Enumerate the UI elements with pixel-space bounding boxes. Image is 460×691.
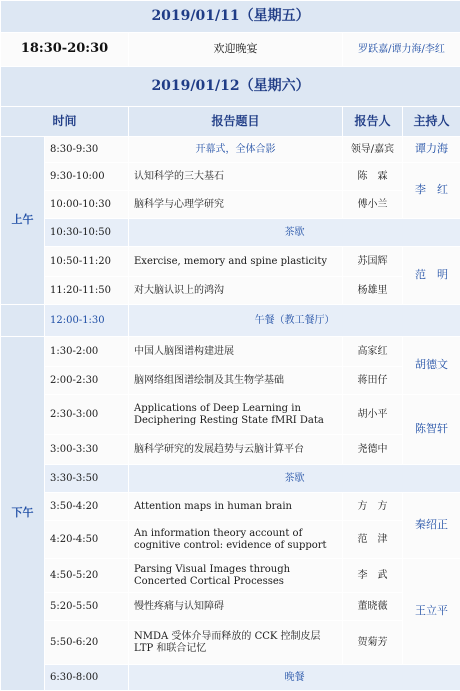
morning-break: 茶歇: [129, 219, 460, 247]
afternoon-label: 下午: [1, 337, 45, 691]
afternoon-time-4: 3:30-3:50: [45, 465, 129, 493]
afternoon-time-0: 1:30-2:00: [45, 337, 129, 367]
afternoon-time-10: 6:30-8:00: [45, 665, 129, 691]
afternoon-speaker-5: 方 方: [343, 493, 403, 521]
afternoon-time-1: 2:00-2:30: [45, 367, 129, 395]
morning-time-1: 9:30-10:00: [45, 163, 129, 191]
afternoon-topic-6: An information theory account of cognitive control: evidence of support: [129, 521, 343, 559]
afternoon-topic-7: Parsing Visual Images through Concerted Cortical Processes: [129, 559, 343, 593]
header-topic: 报告题目: [129, 107, 343, 137]
morning-topic-1: 认知科学的三大基石: [129, 163, 343, 191]
header-speaker: 报告人: [343, 107, 403, 137]
morning-host-3: 范 明: [403, 247, 460, 305]
afternoon-speaker-7: 李 武: [343, 559, 403, 593]
afternoon-speaker-1: 蒋田仔: [343, 367, 403, 395]
afternoon-topic-0: 中国人脑图谱构建进展: [129, 337, 343, 367]
afternoon-topic-3: 脑科学研究的发展趋势与云脑计算平台: [129, 435, 343, 465]
day1-date-title: 2019/01/11（星期五）: [1, 1, 460, 33]
welcome-hosts: 罗跃嘉/谭力海/李红: [343, 33, 460, 67]
afternoon-host-3: 秦绍正: [403, 493, 460, 559]
afternoon-topic-2: Applications of Deep Learning in Deciphering Resting State fMRI Data: [129, 395, 343, 435]
afternoon-break: 茶歇: [129, 465, 460, 493]
day2-date-title: 2019/01/12（星期六）: [1, 67, 460, 107]
morning-speaker-1: 陈 霖: [343, 163, 403, 191]
afternoon-speaker-8: 董晓薇: [343, 593, 403, 621]
afternoon-host-1: 胡德文: [403, 337, 460, 395]
afternoon-host-2: 陈智轩: [403, 395, 460, 465]
morning-speaker-0: 领导/嘉宾: [343, 137, 403, 163]
morning-speaker-4: 苏国辉: [343, 247, 403, 277]
lunch-topic: 午餐（教工餐厅）: [129, 305, 460, 337]
dinner-topic: 晚餐: [129, 665, 460, 691]
morning-label: 上午: [1, 137, 45, 305]
morning-speaker-2: 傅小兰: [343, 191, 403, 219]
afternoon-speaker-0: 高家红: [343, 337, 403, 367]
afternoon-topic-5: Attention maps in human brain: [129, 493, 343, 521]
afternoon-topic-8: 慢性疼痛与认知障碍: [129, 593, 343, 621]
afternoon-speaker-2: 胡小平: [343, 395, 403, 435]
morning-time-0: 8:30-9:30: [45, 137, 129, 163]
welcome-event: 欢迎晚宴: [129, 33, 343, 67]
morning-time-2: 10:00-10:30: [45, 191, 129, 219]
morning-topic-2: 脑科学与心理学研究: [129, 191, 343, 219]
afternoon-speaker-3: 尧德中: [343, 435, 403, 465]
afternoon-time-5: 3:50-4:20: [45, 493, 129, 521]
morning-topic-5: 对大脑认识上的鸿沟: [129, 277, 343, 305]
morning-host-1: 谭力海: [403, 137, 460, 163]
afternoon-speaker-6: 范 津: [343, 521, 403, 559]
afternoon-time-8: 5:20-5:50: [45, 593, 129, 621]
welcome-time: 18:30-20:30: [1, 33, 129, 67]
afternoon-time-3: 3:00-3:30: [45, 435, 129, 465]
morning-topic-4: Exercise, memory and spine plasticity: [129, 247, 343, 277]
afternoon-topic-1: 脑网络组图谱绘制及其生物学基础: [129, 367, 343, 395]
afternoon-time-9: 5:50-6:20: [45, 621, 129, 665]
morning-speaker-5: 杨雄里: [343, 277, 403, 305]
afternoon-host-4: 王立平: [403, 559, 460, 665]
afternoon-speaker-9: 贺菊芳: [343, 621, 403, 665]
header-host: 主持人: [403, 107, 460, 137]
morning-time-5: 11:20-11:50: [45, 277, 129, 305]
header-time: 时间: [1, 107, 129, 137]
morning-topic-0: 开幕式，全体合影: [129, 137, 343, 163]
afternoon-time-2: 2:30-3:00: [45, 395, 129, 435]
lunch-spacer: [1, 305, 45, 337]
afternoon-time-6: 4:20-4:50: [45, 521, 129, 559]
morning-time-3: 10:30-10:50: [45, 219, 129, 247]
afternoon-topic-9: NMDA 受体介导而释放的 CCK 控制皮层 LTP 和联合记忆: [129, 621, 343, 665]
morning-host-2: 李 红: [403, 163, 460, 219]
lunch-time: 12:00-1:30: [45, 305, 129, 337]
morning-time-4: 10:50-11:20: [45, 247, 129, 277]
afternoon-time-7: 4:50-5:20: [45, 559, 129, 593]
